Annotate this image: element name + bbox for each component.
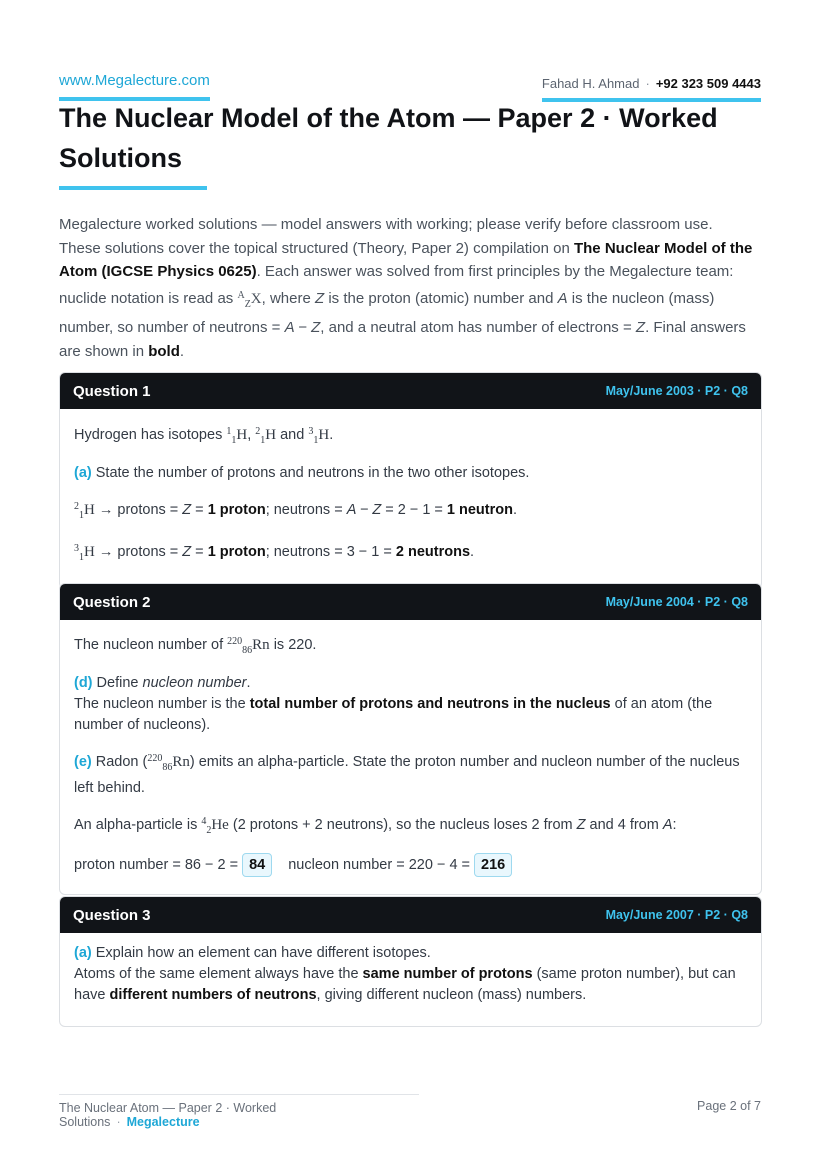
final-answers: proton number = 86 − 2 = 84 nucleon number = 220 − 4 = 216	[74, 853, 747, 877]
part-label: (a)	[74, 945, 92, 961]
author-name: Fahad H. Ahmad	[541, 76, 640, 91]
footer-brand: Megalecture	[126, 1115, 200, 1129]
part-label: (d)	[74, 675, 93, 691]
intro-bold-word: bold	[148, 342, 180, 360]
nuclide: $^1_1$H	[226, 426, 248, 446]
nuclide: $^2_1$H	[74, 501, 95, 521]
part-d: (d) Define nucleon number. The nucleon number is the total number of protons and neutrons in the nucleus of an atom (the number of nucleons).	[74, 675, 713, 733]
alpha-explanation: An alpha-particle is $^4_2$He (2 protons + 2 neutrons), so the nucleus loses 2 from Z and 4 from A:	[74, 816, 677, 836]
author-phone: +92 323 509 4443	[655, 76, 761, 91]
question-stem: The nucleon number of $^{220}_{86}$Rn is 220.	[74, 636, 317, 656]
intro-text: , where	[261, 289, 315, 307]
question-body	[60, 933, 761, 1026]
question-stem: Hydrogen has isotopes $^1_1$H, $^2_1$H and $^3_1$H.	[74, 426, 334, 446]
question-source: May/June 2007 · P2 · Q8	[605, 908, 748, 922]
footer-doc-title: The Nuclear Atom — Paper 2 · Worked Solutions	[59, 1101, 277, 1129]
part-a: (a) Explain how an element can have different isotopes. Atoms of the same element always have the same number of protons (same proton number), but can have different numbers of neutrons, giving different nucleon (mass) numbers.	[74, 945, 736, 1003]
question-card-2	[59, 583, 762, 895]
nuclide: $^{220}_{86}$Rn	[147, 753, 190, 773]
nuclide: $^{220}_{86}$Rn	[227, 636, 270, 656]
answer-box-proton: 84	[242, 853, 272, 877]
question-title: Question 1	[73, 382, 151, 400]
answer-line: $^3_1$H → protons = Z = 1 proton; neutrons = 3 − 1 = 2 neutrons.	[74, 543, 475, 563]
answer-box-nucleon: 216	[474, 853, 512, 877]
intro-paragraph	[59, 213, 762, 363]
intro-text: . Final answers are shown in	[59, 319, 746, 360]
nuclide: $^2_1$H	[255, 426, 277, 446]
part-label: (a)	[74, 465, 92, 481]
question-source: May/June 2003 · P2 · Q8	[605, 384, 748, 398]
title-underline	[59, 186, 207, 190]
var-z: Z	[635, 319, 646, 336]
part-e: (e) Radon ($^{220}_{86}$Rn) emits an alpha-particle. State the proton number and nucleon number of the nucleus left behind.	[74, 753, 740, 796]
site-link[interactable]: www.Megalecture.com	[59, 72, 210, 101]
question-body	[60, 620, 761, 894]
intro-text: These solutions cover the topical structured (Theory, Paper 2) compilation on	[59, 239, 574, 257]
part-label: (e)	[74, 754, 92, 770]
nuclide-notation: $^A_Z$X	[237, 289, 262, 310]
question-header	[60, 584, 761, 620]
question-body	[60, 409, 761, 588]
intro-text: . Each answer was solved from first principles by the Megalecture team: nuclide notation is read as	[59, 263, 734, 307]
question-title: Question 3	[73, 906, 151, 924]
page-title: The Nuclear Model of the Atom — Paper 2 · Worked Solutions	[59, 103, 718, 173]
page-number: Page 2 of 7	[697, 1099, 761, 1113]
nuclide: $^3_1$H	[74, 543, 95, 563]
nuclide: $^3_1$H	[308, 426, 330, 446]
question-header	[60, 373, 761, 409]
intro-text: .	[179, 342, 185, 360]
var-a: A	[557, 289, 568, 307]
author-separator: ·	[645, 76, 650, 91]
intro-line1: Megalecture worked solutions — model answers with working; please verify before classroom use.	[59, 216, 713, 233]
footer-separator: ·	[116, 1115, 121, 1129]
question-card-1	[59, 372, 762, 589]
var-z: Z	[315, 289, 325, 307]
intro-text: is the proton (atomic) number and	[324, 289, 558, 307]
question-source: May/June 2004 · P2 · Q8	[605, 595, 748, 609]
footer-left	[59, 1094, 419, 1129]
intro-topic: The Nuclear Model of the Atom (IGCSE Physics 0625)	[59, 239, 753, 280]
question-header	[60, 897, 761, 933]
answer-line: $^2_1$H → protons = Z = 1 proton; neutrons = A − Z = 2 − 1 = 1 neutron.	[74, 501, 518, 521]
formula-neutrons: A − Z	[284, 319, 321, 336]
part-a-prompt: (a) State the number of protons and neutrons in the two other isotopes.	[74, 465, 530, 481]
question-title: Question 2	[73, 593, 151, 611]
intro-text: , and a neutral atom has number of electrons =	[320, 319, 636, 336]
nuclide: $^4_2$He	[201, 816, 229, 836]
question-card-3	[59, 896, 762, 1027]
intro-text: is the nucleon (mass) number, so number of neutrons =	[59, 289, 715, 336]
